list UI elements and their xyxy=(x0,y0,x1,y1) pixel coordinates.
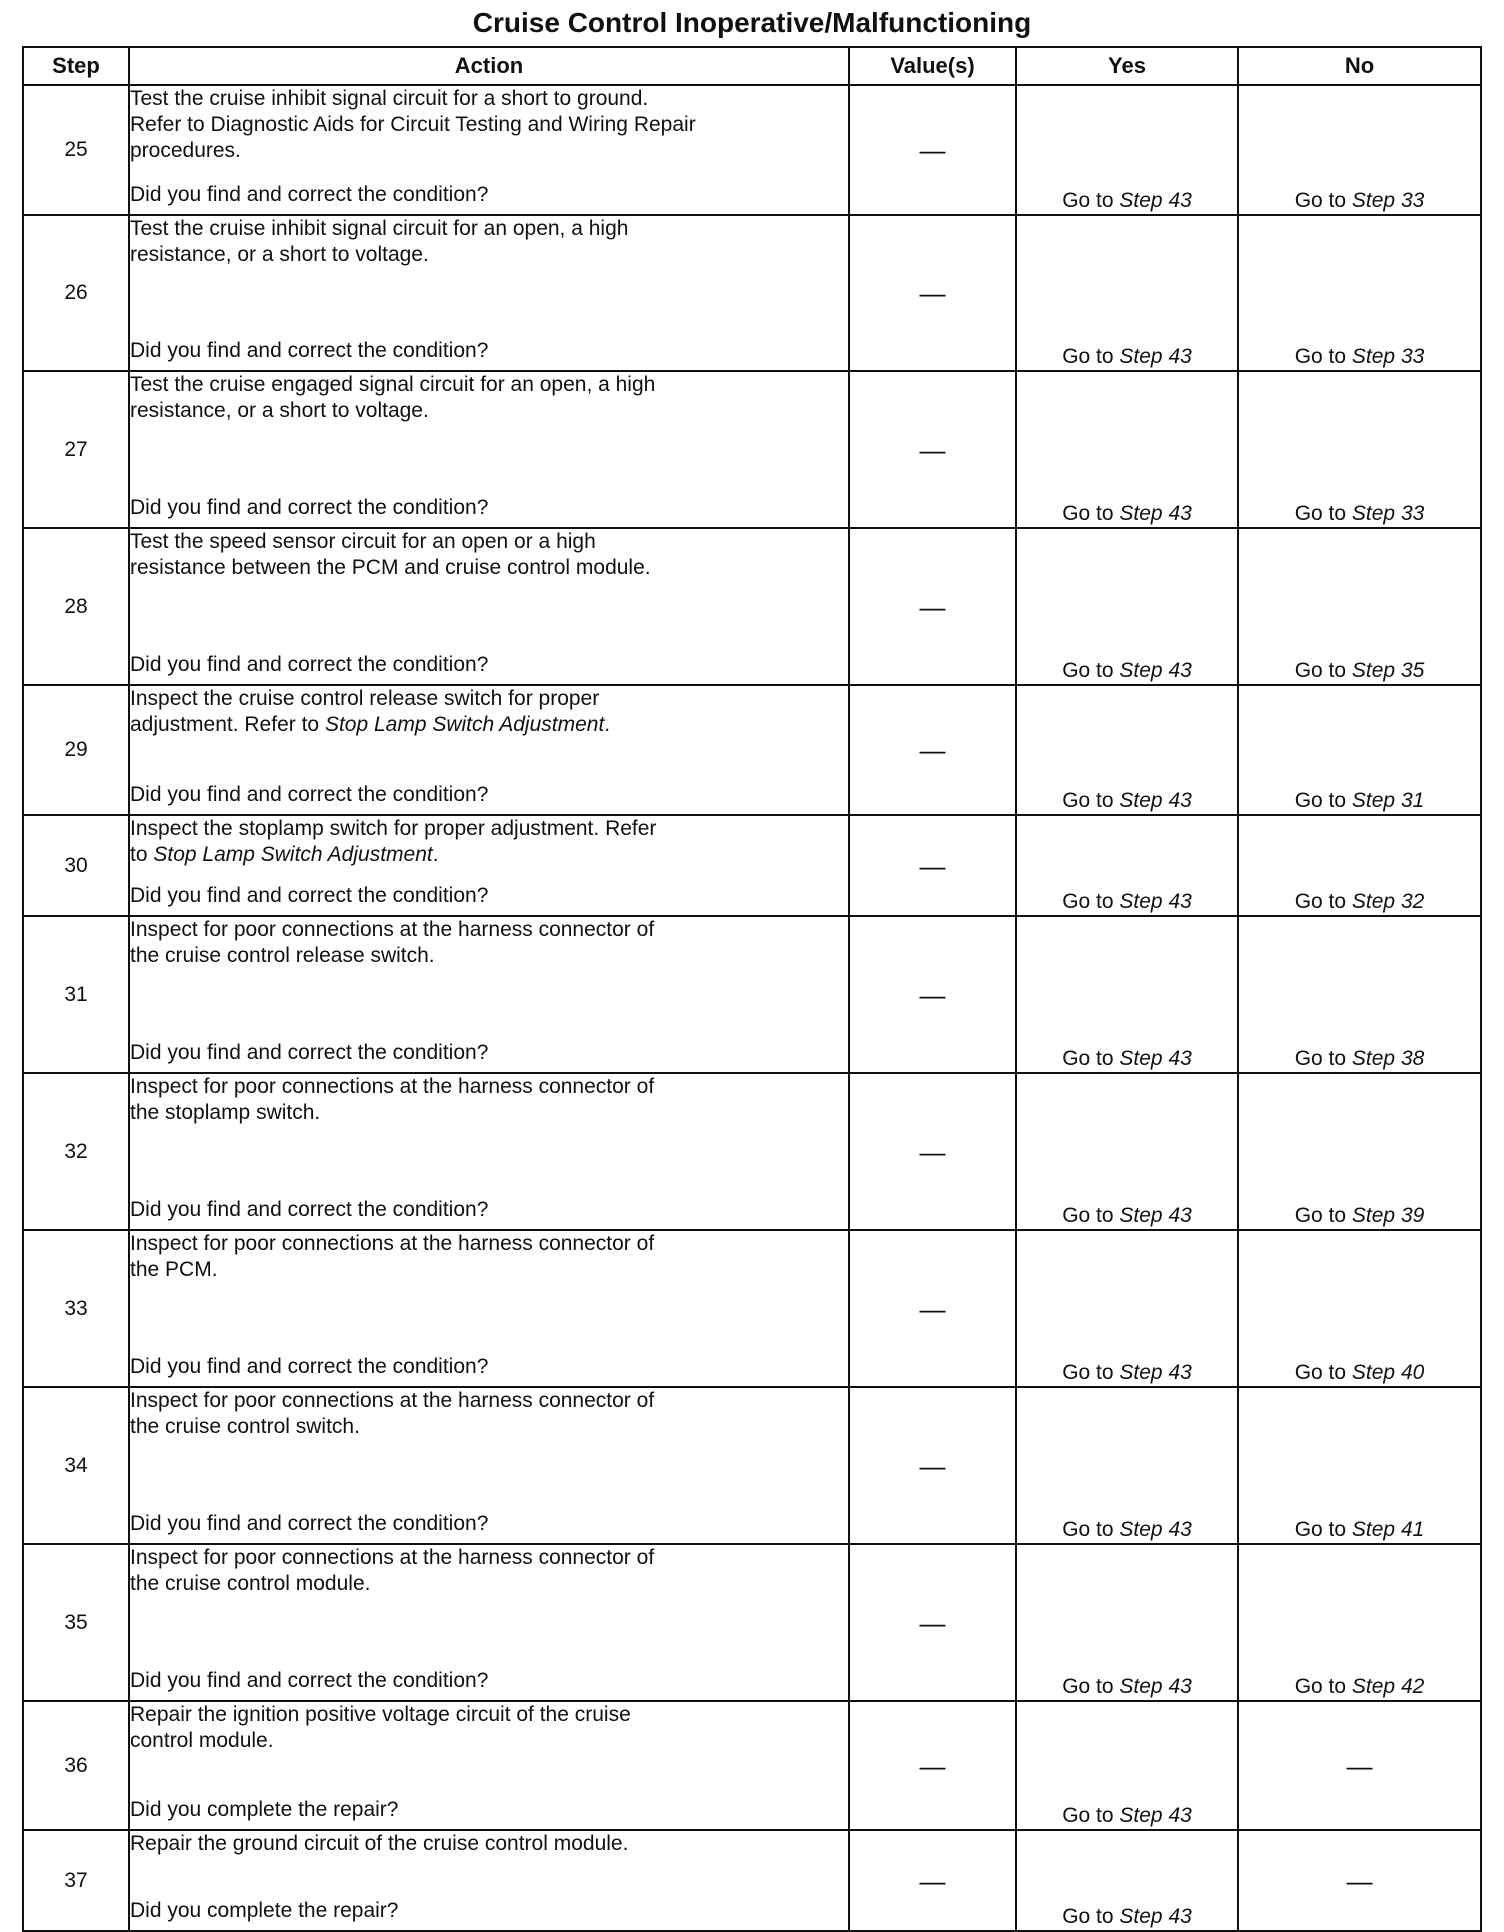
yes-goto-label: Go to xyxy=(1062,890,1114,913)
step-number: 26 xyxy=(23,215,129,371)
yes-goto-label: Go to xyxy=(1062,345,1114,368)
no-step-reference: Step 33 xyxy=(1351,502,1425,525)
no-step-reference: Step 41 xyxy=(1351,1518,1425,1541)
action-text-segment: . xyxy=(432,843,439,866)
action-question: Did you complete the repair? xyxy=(130,1899,399,1922)
no-cell xyxy=(1238,815,1481,916)
table-row xyxy=(23,1073,1481,1230)
action-text-line: Refer to Diagnostic Aids for Circuit Testing and Wiring Repair xyxy=(130,113,696,136)
table-row xyxy=(23,215,1481,371)
yes-step-reference: Step 43 xyxy=(1119,189,1192,212)
yes-step-reference: Step 43 xyxy=(1119,1804,1192,1827)
no-step-reference: Step 31 xyxy=(1351,789,1425,812)
value-cell: — xyxy=(849,1387,1016,1544)
action-cell xyxy=(129,1387,849,1544)
action-question: Did you find and correct the condition? xyxy=(130,1355,489,1378)
table-row xyxy=(23,85,1481,215)
yes-cell xyxy=(1016,685,1238,815)
action-question: Did you find and correct the condition? xyxy=(130,783,489,806)
no-goto-label: Go to xyxy=(1294,345,1347,368)
yes-cell xyxy=(1016,1387,1238,1544)
no-cell: — xyxy=(1238,1830,1481,1931)
column-header-yes: Yes xyxy=(1016,47,1238,85)
value-cell: — xyxy=(849,1701,1016,1830)
yes-goto-label: Go to xyxy=(1062,189,1114,212)
no-step-reference: Step 38 xyxy=(1351,1047,1425,1070)
action-question: Did you find and correct the condition? xyxy=(130,1512,489,1535)
step-number: 33 xyxy=(23,1230,129,1387)
action-text-line xyxy=(130,712,848,738)
no-step-reference: Step 39 xyxy=(1351,1204,1425,1227)
no-cell xyxy=(1238,371,1481,528)
step-number: 32 xyxy=(23,1073,129,1230)
step-number: 30 xyxy=(23,815,129,916)
action-text-segment: to xyxy=(130,843,154,866)
step-number: 29 xyxy=(23,685,129,815)
yes-cell xyxy=(1016,528,1238,685)
yes-step-reference: Step 43 xyxy=(1119,345,1192,368)
step-number: 34 xyxy=(23,1387,129,1544)
action-cell xyxy=(129,85,849,215)
no-cell xyxy=(1238,1230,1481,1387)
action-cell xyxy=(129,371,849,528)
no-goto-label: Go to xyxy=(1294,1675,1347,1698)
yes-step-reference: Step 43 xyxy=(1119,1905,1192,1928)
no-cell xyxy=(1238,1544,1481,1701)
action-text-line: Test the cruise inhibit signal circuit for an open, a high xyxy=(130,217,629,240)
action-text-segment: . xyxy=(604,713,611,736)
yes-cell xyxy=(1016,215,1238,371)
table-header-row xyxy=(23,47,1481,85)
table-row xyxy=(23,528,1481,685)
yes-step-reference: Step 43 xyxy=(1119,789,1192,812)
no-goto-label: Go to xyxy=(1294,502,1347,525)
action-text-line: Inspect for poor connections at the harness connector of xyxy=(130,1389,655,1412)
action-text-line: resistance between the PCM and cruise control module. xyxy=(130,556,651,579)
action-text-line: Inspect the stoplamp switch for proper adjustment. Refer xyxy=(130,817,657,840)
no-cell xyxy=(1238,215,1481,371)
yes-goto-label: Go to xyxy=(1062,659,1114,682)
action-text-line: Inspect for poor connections at the harness connector of xyxy=(130,918,655,941)
no-cell xyxy=(1238,685,1481,815)
action-text-line: Inspect for poor connections at the harness connector of xyxy=(130,1075,655,1098)
value-cell: — xyxy=(849,1073,1016,1230)
table-row xyxy=(23,1387,1481,1544)
yes-cell xyxy=(1016,1544,1238,1701)
yes-step-reference: Step 43 xyxy=(1119,502,1192,525)
no-cell xyxy=(1238,1073,1481,1230)
action-cell xyxy=(129,916,849,1073)
value-cell: — xyxy=(849,916,1016,1073)
no-cell: — xyxy=(1238,1701,1481,1830)
no-goto-label: Go to xyxy=(1294,1361,1347,1384)
action-cell xyxy=(129,1230,849,1387)
action-text-line: Test the cruise inhibit signal circuit for a short to ground. xyxy=(130,87,649,110)
action-text-line: procedures. xyxy=(130,139,241,162)
no-goto-label: Go to xyxy=(1294,659,1347,682)
action-cell xyxy=(129,1830,849,1931)
yes-cell xyxy=(1016,1230,1238,1387)
action-text-line: Test the speed sensor circuit for an open or a high xyxy=(130,530,596,553)
value-cell: — xyxy=(849,371,1016,528)
no-cell xyxy=(1238,1387,1481,1544)
action-question: Did you find and correct the condition? xyxy=(130,183,489,206)
action-cell xyxy=(129,1073,849,1230)
yes-step-reference: Step 43 xyxy=(1119,1518,1192,1541)
value-cell: — xyxy=(849,215,1016,371)
action-question: Did you complete the repair? xyxy=(130,1798,399,1821)
yes-step-reference: Step 43 xyxy=(1119,890,1192,913)
no-step-reference: Step 32 xyxy=(1351,890,1425,913)
action-text-line: the cruise control module. xyxy=(130,1572,371,1595)
action-text-line: resistance, or a short to voltage. xyxy=(130,243,429,266)
table-row xyxy=(23,1701,1481,1830)
yes-step-reference: Step 43 xyxy=(1119,1361,1192,1384)
action-text-line: Repair the ground circuit of the cruise control module. xyxy=(130,1832,629,1855)
column-header-values: Value(s) xyxy=(849,47,1016,85)
procedure-reference: Stop Lamp Switch Adjustment xyxy=(153,843,433,866)
action-text-line: resistance, or a short to voltage. xyxy=(130,399,429,422)
yes-cell xyxy=(1016,916,1238,1073)
yes-step-reference: Step 43 xyxy=(1119,1675,1192,1698)
action-text-line: the stoplamp switch. xyxy=(130,1101,321,1124)
no-step-reference: Step 33 xyxy=(1351,345,1425,368)
step-number: 27 xyxy=(23,371,129,528)
table-row xyxy=(23,685,1481,815)
action-text-line: the PCM. xyxy=(130,1258,218,1281)
column-header-no: No xyxy=(1238,47,1481,85)
yes-goto-label: Go to xyxy=(1062,1675,1114,1698)
action-cell xyxy=(129,528,849,685)
value-cell: — xyxy=(849,528,1016,685)
value-cell: — xyxy=(849,1230,1016,1387)
step-number: 25 xyxy=(23,85,129,215)
step-number: 31 xyxy=(23,916,129,1073)
no-cell xyxy=(1238,528,1481,685)
no-goto-label: Go to xyxy=(1294,1518,1347,1541)
table-body xyxy=(23,85,1481,1931)
action-text-line: Inspect for poor connections at the harness connector of xyxy=(130,1546,655,1569)
action-text-line xyxy=(130,842,848,868)
action-text-line: control module. xyxy=(130,1729,274,1752)
yes-cell xyxy=(1016,85,1238,215)
action-cell xyxy=(129,815,849,916)
yes-goto-label: Go to xyxy=(1062,1361,1114,1384)
step-number: 37 xyxy=(23,1830,129,1931)
column-header-action: Action xyxy=(129,47,849,85)
yes-goto-label: Go to xyxy=(1062,1204,1114,1227)
no-goto-label: Go to xyxy=(1294,1047,1347,1070)
yes-cell xyxy=(1016,1830,1238,1931)
action-cell xyxy=(129,1701,849,1830)
no-goto-label: Go to xyxy=(1294,189,1347,212)
no-cell xyxy=(1238,916,1481,1073)
action-text-line: Repair the ignition positive voltage circuit of the cruise xyxy=(130,1703,631,1726)
no-step-reference: Step 35 xyxy=(1351,659,1425,682)
action-cell xyxy=(129,685,849,815)
page-title: Cruise Control Inoperative/Malfunctioning xyxy=(472,7,1032,38)
step-number: 28 xyxy=(23,528,129,685)
table-row xyxy=(23,1230,1481,1387)
action-question: Did you find and correct the condition? xyxy=(130,1198,489,1221)
value-cell: — xyxy=(849,1544,1016,1701)
yes-step-reference: Step 43 xyxy=(1119,1204,1192,1227)
table-row xyxy=(23,1830,1481,1931)
yes-step-reference: Step 43 xyxy=(1119,1047,1192,1070)
action-question: Did you find and correct the condition? xyxy=(130,884,489,907)
action-question: Did you find and correct the condition? xyxy=(130,496,489,519)
action-question: Did you find and correct the condition? xyxy=(130,1669,489,1692)
action-text-line: the cruise control release switch. xyxy=(130,944,435,967)
action-text-line: Inspect for poor connections at the harness connector of xyxy=(130,1232,655,1255)
action-cell xyxy=(129,215,849,371)
table-row xyxy=(23,371,1481,528)
action-text-line: the cruise control switch. xyxy=(130,1415,360,1438)
no-step-reference: Step 33 xyxy=(1351,189,1425,212)
yes-goto-label: Go to xyxy=(1062,1804,1114,1827)
step-number: 35 xyxy=(23,1544,129,1701)
table-row xyxy=(23,1544,1481,1701)
yes-goto-label: Go to xyxy=(1062,1905,1114,1928)
value-cell: — xyxy=(849,85,1016,215)
value-cell: — xyxy=(849,1830,1016,1931)
value-cell: — xyxy=(849,685,1016,815)
action-text-line: Test the cruise engaged signal circuit for an open, a high xyxy=(130,373,656,396)
table-row xyxy=(23,815,1481,916)
yes-step-reference: Step 43 xyxy=(1119,659,1192,682)
yes-goto-label: Go to xyxy=(1062,789,1114,812)
action-text-segment: adjustment. Refer to xyxy=(130,713,325,736)
no-cell xyxy=(1238,85,1481,215)
yes-cell xyxy=(1016,1073,1238,1230)
yes-goto-label: Go to xyxy=(1062,1518,1114,1541)
no-step-reference: Step 40 xyxy=(1351,1361,1425,1384)
action-text-line: Inspect the cruise control release switch for proper xyxy=(130,687,600,710)
no-step-reference: Step 42 xyxy=(1351,1675,1425,1698)
action-question: Did you find and correct the condition? xyxy=(130,653,489,676)
procedure-reference: Stop Lamp Switch Adjustment xyxy=(324,713,605,736)
yes-goto-label: Go to xyxy=(1062,502,1114,525)
value-cell: — xyxy=(849,815,1016,916)
column-header-step: Step xyxy=(23,47,129,85)
no-goto-label: Go to xyxy=(1294,789,1347,812)
yes-cell xyxy=(1016,371,1238,528)
action-question: Did you find and correct the condition? xyxy=(130,339,489,362)
table-row xyxy=(23,916,1481,1073)
yes-cell xyxy=(1016,815,1238,916)
yes-cell xyxy=(1016,1701,1238,1830)
no-goto-label: Go to xyxy=(1294,1204,1347,1227)
yes-goto-label: Go to xyxy=(1062,1047,1114,1070)
action-cell xyxy=(129,1544,849,1701)
diagnostic-table xyxy=(22,46,1482,1932)
no-goto-label: Go to xyxy=(1294,890,1347,913)
step-number: 36 xyxy=(23,1701,129,1830)
action-question: Did you find and correct the condition? xyxy=(130,1041,489,1064)
